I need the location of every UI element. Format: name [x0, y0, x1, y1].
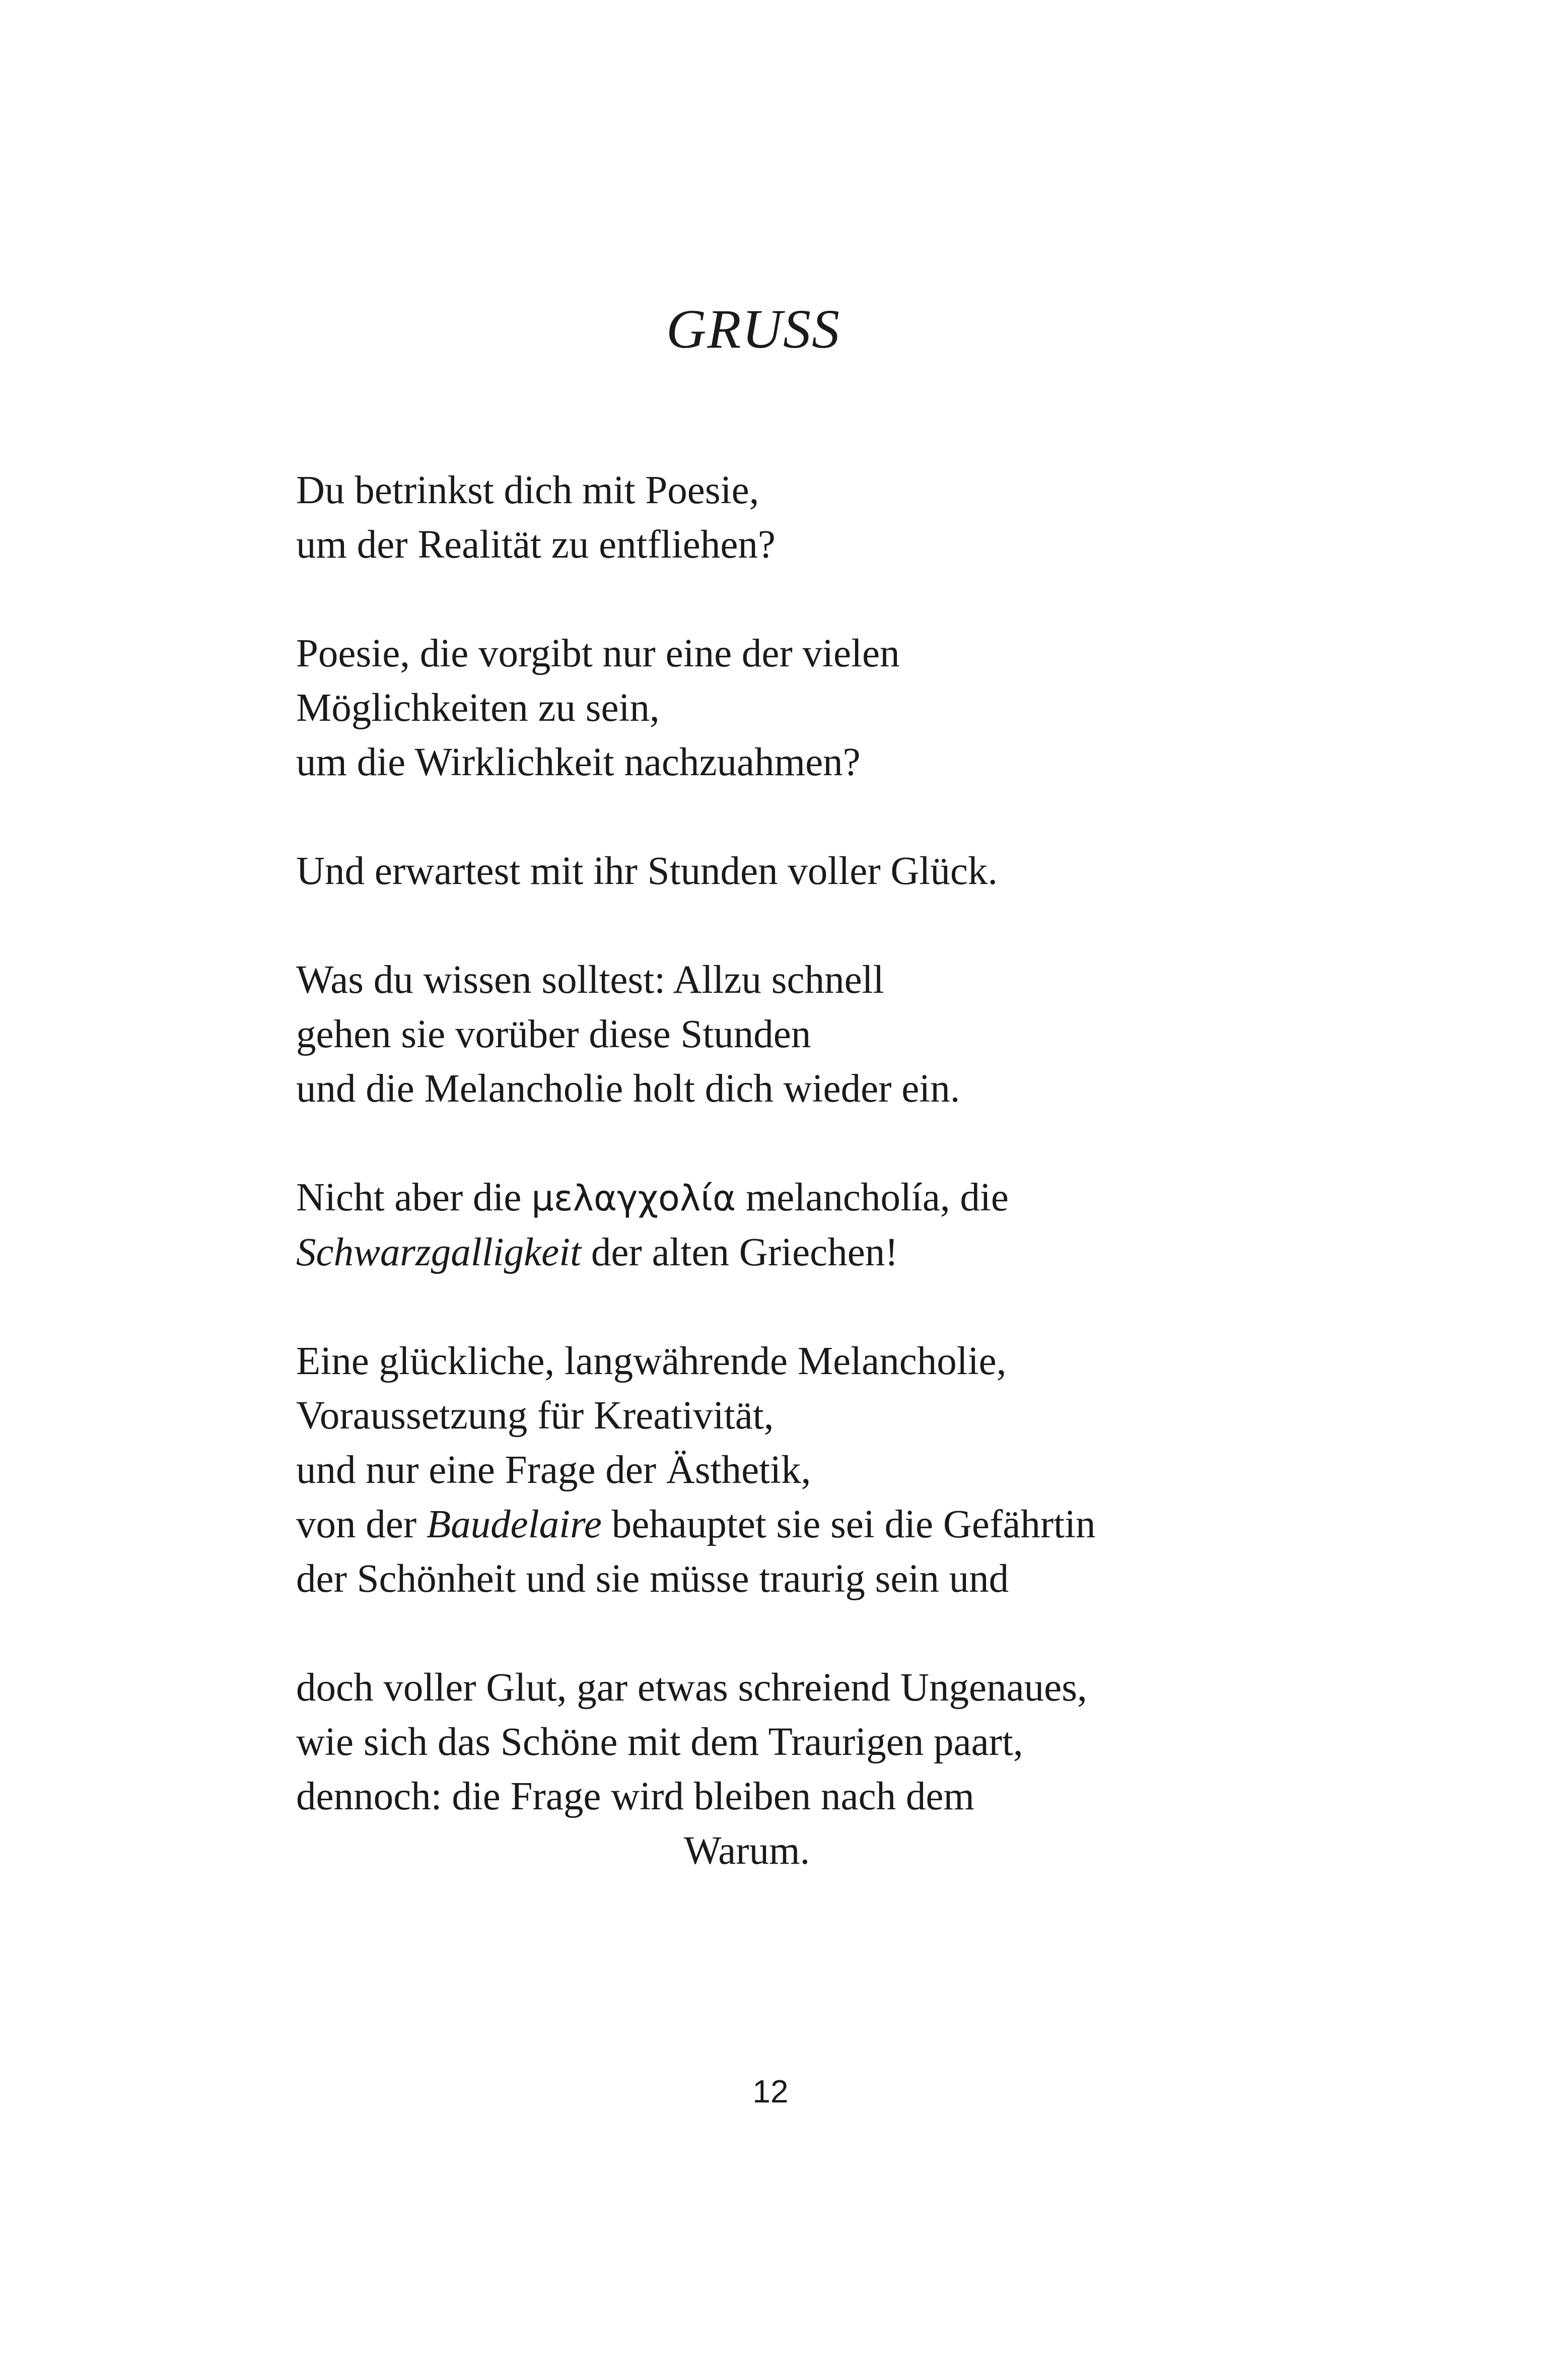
poem-line [296, 1226, 1303, 1280]
poem-line: der Schönheit und sie müsse traurig sein und [296, 1557, 1009, 1601]
poem-line: Was du wissen solltest: Allzu schnell [296, 958, 884, 1002]
poem-line: und nur eine Frage der Ästhetik, [296, 1448, 811, 1492]
poem-line: um die Wirklichkeit nachzuahmen? [296, 740, 861, 784]
poem-line: wie sich das Schöne mit dem Traurigen paart, [296, 1720, 1023, 1764]
line-text: von der [296, 1503, 427, 1546]
poem-line: Möglichkeiten zu sein, [296, 686, 660, 730]
poem-line: Voraussetzung für Kreativität, [296, 1394, 774, 1438]
poem-line [296, 1498, 1303, 1552]
page-number: 12 [752, 2073, 789, 2110]
stanza-1 [296, 463, 1303, 572]
poem-line: Eine glückliche, langwährende Melancholie, [296, 1339, 1007, 1383]
poem-line: doch voller Glut, gar etwas schreiend Ungenaues, [296, 1666, 1087, 1710]
poem-body [296, 463, 1303, 1933]
stanza-4 [296, 953, 1303, 1116]
poem-line: und die Melancholie holt dich wieder ein. [296, 1067, 960, 1111]
line-text: der alten Griechen! [581, 1231, 898, 1274]
italic-name: Baudelaire [426, 1503, 602, 1546]
poem-line-final: Warum. [684, 1829, 810, 1873]
stanza-7 [296, 1661, 1303, 1878]
poem-title: GRUSS [666, 298, 841, 360]
line-text: Nicht aber die [296, 1176, 532, 1219]
stanza-6 [296, 1334, 1303, 1606]
poem-line: dennoch: die Frage wird bleiben nach dem [296, 1775, 974, 1818]
poem-line: gehen sie vorüber diese Stunden [296, 1012, 811, 1056]
line-text: melancholía, die [736, 1176, 1009, 1219]
line-text: behauptet sie sei die Gefährtin [601, 1503, 1096, 1546]
italic-term: Schwarzgalligkeit [296, 1231, 582, 1274]
stanza-2 [296, 627, 1303, 790]
poem-line: um der Realität zu entfliehen? [296, 523, 776, 567]
stanza-5 [296, 1171, 1303, 1280]
stanza-3 [296, 844, 1303, 899]
poem-line: Du betrinkst dich mit Poesie, [296, 468, 759, 512]
poem-line: Poesie, die vorgibt nur eine der vielen [296, 632, 900, 675]
greek-word: μελαγχολία [531, 1178, 736, 1219]
poem-line: Und erwartest mit ihr Stunden voller Glück. [296, 849, 998, 893]
poem-line [296, 1171, 1303, 1226]
